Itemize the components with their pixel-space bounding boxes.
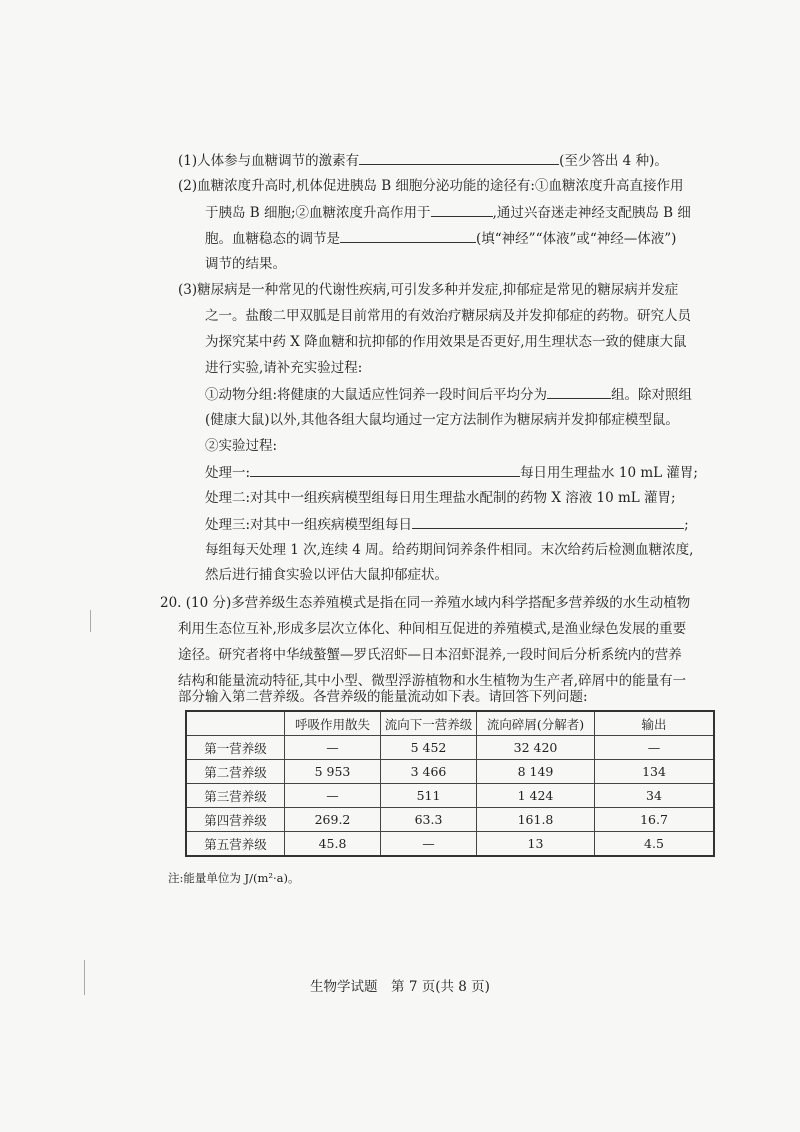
cell: 5 953 bbox=[285, 760, 381, 784]
q19-treatment3 bbox=[205, 515, 689, 534]
q20-line: 结构和能量流动特征,其中小型、微型浮游植物和水生植物为生产者,碎屑中的能量有一 bbox=[178, 673, 687, 689]
cell: 5 452 bbox=[381, 736, 477, 760]
header-cell: 呼吸作用散失 bbox=[285, 711, 381, 736]
q19-step2: ②实验过程: bbox=[205, 438, 278, 454]
text: 处理三:对其中一组疾病模型组每日 bbox=[205, 517, 413, 533]
q19-part1 bbox=[178, 151, 668, 170]
q19-part3-line: 之一。盐酸二甲双胍是目前常用的有效治疗糖尿病及并发抑郁症的药物。研究人员 bbox=[205, 308, 691, 324]
cell: 16.7 bbox=[595, 808, 715, 832]
header-cell: 流向下一营养级 bbox=[381, 711, 477, 736]
page-footer: 生物学试题 第 7 页(共 8 页) bbox=[310, 979, 490, 995]
answer-blank[interactable] bbox=[547, 385, 611, 399]
cell: 8 149 bbox=[477, 760, 595, 784]
cell: 第二营养级 bbox=[186, 760, 285, 784]
text: 胞。血糖稳态的调节是 bbox=[205, 231, 340, 247]
cell: 32 420 bbox=[477, 736, 595, 760]
q19-part2-line bbox=[205, 229, 676, 248]
header-cell bbox=[186, 711, 285, 736]
scan-mark bbox=[90, 610, 91, 632]
q19-part2-line: (2)血糖浓度升高时,机体促进胰岛 B 细胞分泌功能的途径有:①血糖浓度升高直接作用 bbox=[178, 178, 684, 194]
cell: — bbox=[381, 832, 477, 857]
cell: 4.5 bbox=[595, 832, 715, 857]
table-row bbox=[186, 832, 714, 857]
cell: 3 466 bbox=[381, 760, 477, 784]
answer-blank[interactable] bbox=[359, 151, 559, 165]
q19-part2-line bbox=[205, 203, 691, 222]
q19-line: 然后进行捕食实验以评估大鼠抑郁症状。 bbox=[205, 567, 448, 583]
q19-treatment1 bbox=[205, 463, 698, 482]
cell: 45.8 bbox=[285, 832, 381, 857]
cell: — bbox=[285, 784, 381, 808]
cell: 63.3 bbox=[381, 808, 477, 832]
text: ; bbox=[684, 517, 689, 533]
q20-line: 途径。研究者将中华绒螯蟹—罗氏沼虾—日本沼虾混养,一段时间后分析系统内的营养 bbox=[178, 647, 682, 663]
header-cell: 输出 bbox=[595, 711, 715, 736]
answer-blank[interactable] bbox=[250, 463, 520, 477]
q20-line: 20. (10 分)多营养级生态养殖模式是指在同一养殖水域内科学搭配多营养级的水生动植物 bbox=[160, 595, 691, 611]
text: (1)人体参与血糖调节的激素有 bbox=[178, 153, 360, 169]
cell: 第三营养级 bbox=[186, 784, 285, 808]
answer-blank[interactable] bbox=[431, 203, 493, 217]
text: 组。除对照组 bbox=[611, 387, 693, 403]
q19-treatment2: 处理二:对其中一组疾病模型组每日用生理盐水配制的药物 X 溶液 10 mL 灌胃; bbox=[205, 490, 676, 506]
energy-flow-table bbox=[185, 710, 715, 857]
q19-part3-line: 为探究某中药 X 降血糖和抗抑郁的作用效果是否更好,用生理状态一致的健康大鼠 bbox=[205, 334, 687, 350]
text: 每日用生理盐水 10 mL 灌胃; bbox=[520, 465, 698, 481]
cell: 34 bbox=[595, 784, 715, 808]
text: ①动物分组:将健康的大鼠适应性饲养一段时间后平均分为 bbox=[205, 387, 548, 403]
q19-line: 每组每天处理 1 次,连续 4 周。给药期间饲养条件相同。末次给药后检测血糖浓度, bbox=[205, 542, 694, 558]
table-row bbox=[186, 784, 714, 808]
text: 于胰岛 B 细胞;②血糖浓度升高作用于 bbox=[205, 205, 431, 221]
table-note: 注:能量单位为 J/(m²·a)。 bbox=[168, 871, 300, 885]
text: (填“神经”“体液”或“神经—体液”) bbox=[476, 231, 677, 247]
answer-blank[interactable] bbox=[412, 515, 684, 529]
header-cell: 流向碎屑(分解者) bbox=[477, 711, 595, 736]
text: 处理一: bbox=[205, 465, 251, 481]
table-header-row bbox=[186, 711, 714, 736]
cell: 第四营养级 bbox=[186, 808, 285, 832]
q20-line: 部分输入第二营养级。各营养级的能量流动如下表。请回答下列问题: bbox=[178, 689, 588, 705]
cell: 1 424 bbox=[477, 784, 595, 808]
cell: 134 bbox=[595, 760, 715, 784]
table-row bbox=[186, 808, 714, 832]
table-row bbox=[186, 760, 714, 784]
cell: 269.2 bbox=[285, 808, 381, 832]
q19-step1-line: (健康大鼠)以外,其他各组大鼠均通过一定方法制作为糖尿病并发抑郁症模型鼠。 bbox=[205, 412, 679, 428]
q20-line: 利用生态位互补,形成多层次立体化、种间相互促进的养殖模式,是渔业绿色发展的重要 bbox=[178, 621, 687, 637]
q19-part3-line: (3)糖尿病是一种常见的代谢性疾病,可引发多种并发症,抑郁症是常见的糖尿病并发症 bbox=[178, 282, 679, 298]
table-row bbox=[186, 736, 714, 760]
cell: 161.8 bbox=[477, 808, 595, 832]
q19-step1 bbox=[205, 385, 692, 404]
q19-part2-line: 调节的结果。 bbox=[205, 256, 286, 272]
cell: 13 bbox=[477, 832, 595, 857]
cell: — bbox=[285, 736, 381, 760]
cell: 第一营养级 bbox=[186, 736, 285, 760]
text: (至少答出 4 种)。 bbox=[559, 153, 668, 169]
text: ,通过兴奋迷走神经支配胰岛 B 细 bbox=[492, 205, 691, 221]
answer-blank[interactable] bbox=[340, 229, 476, 243]
cell: 第五营养级 bbox=[186, 832, 285, 857]
cell: — bbox=[595, 736, 715, 760]
cell: 511 bbox=[381, 784, 477, 808]
q19-part3-line: 进行实验,请补充实验过程: bbox=[205, 360, 363, 376]
